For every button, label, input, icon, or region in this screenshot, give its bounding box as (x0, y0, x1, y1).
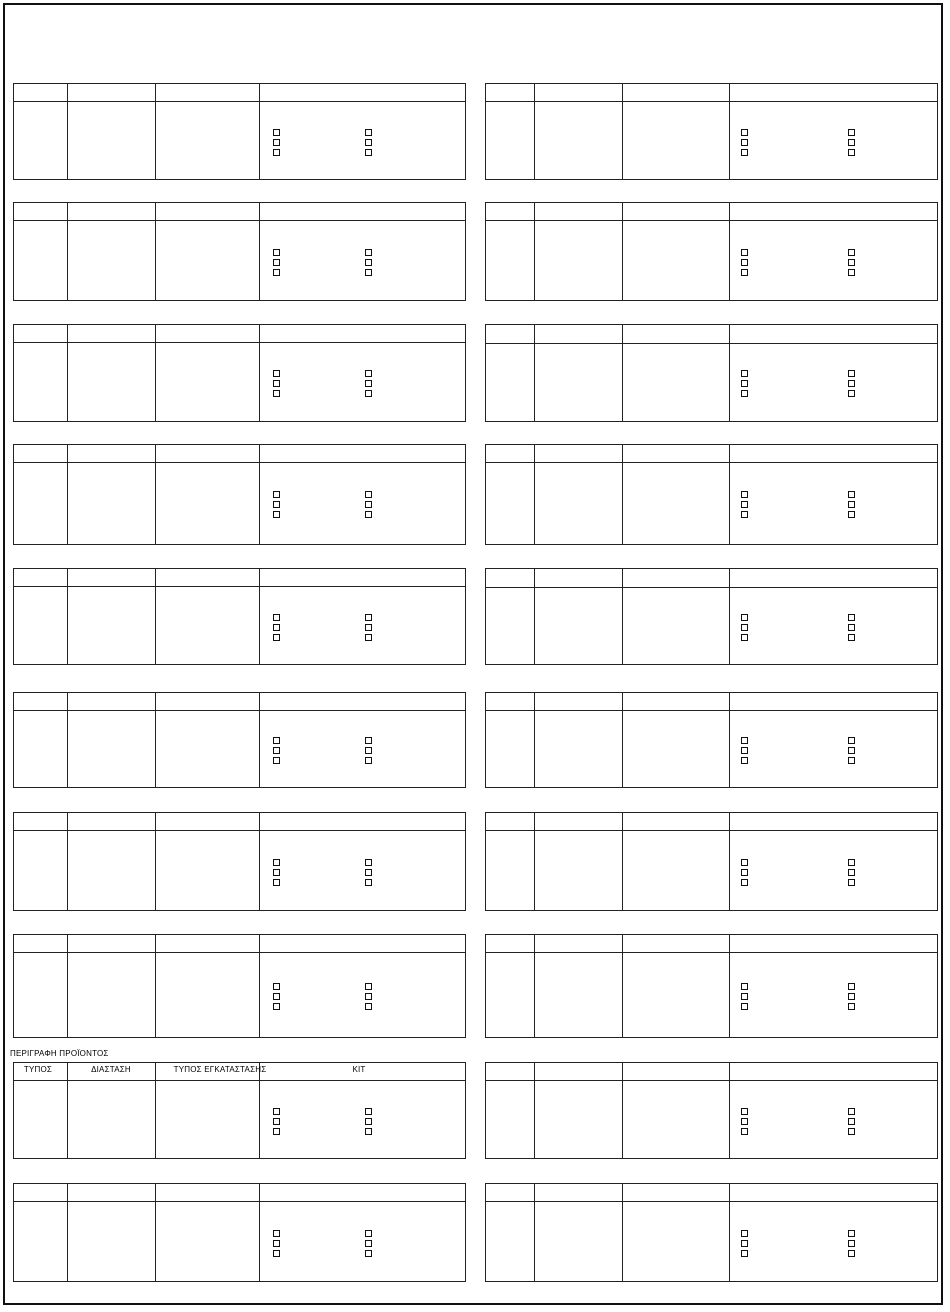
kit-option-checkbox[interactable] (273, 993, 280, 1000)
product-entry (485, 1183, 938, 1282)
column-divider (155, 1063, 156, 1158)
kit-option-checkbox[interactable] (848, 869, 855, 876)
product-entry (13, 1062, 466, 1159)
kit-option-checkbox[interactable] (273, 139, 280, 146)
column-divider (622, 813, 623, 910)
kit-header: ΚΙΤ (352, 1065, 366, 1074)
kit-option-checkbox[interactable] (365, 1250, 372, 1257)
kit-option-checkbox[interactable] (848, 511, 855, 518)
column-divider (67, 1063, 68, 1158)
entry-header-row (14, 693, 465, 711)
kit-option-checkbox[interactable] (741, 129, 748, 136)
column-divider (155, 445, 156, 544)
column-divider (67, 935, 68, 1037)
kit-option-checkbox[interactable] (365, 869, 372, 876)
column-divider (622, 1184, 623, 1281)
kit-option-checkbox[interactable] (741, 624, 748, 631)
column-divider (534, 1063, 535, 1158)
kit-option-checkbox[interactable] (848, 614, 855, 621)
kit-option-checkbox[interactable] (741, 139, 748, 146)
kit-option-checkbox[interactable] (741, 1230, 748, 1237)
product-entry (485, 1062, 938, 1159)
entry-header-row (486, 693, 937, 711)
kit-option-checkbox[interactable] (741, 757, 748, 764)
product-entry (13, 444, 466, 545)
kit-option-checkbox[interactable] (848, 624, 855, 631)
column-divider (729, 325, 730, 421)
kit-option-checkbox[interactable] (741, 1250, 748, 1257)
kit-option-checkbox[interactable] (273, 1108, 280, 1115)
product-entry (485, 83, 938, 180)
column-divider (67, 813, 68, 910)
kit-option-checkbox[interactable] (848, 249, 855, 256)
kit-option-checkbox[interactable] (848, 879, 855, 886)
kit-option-checkbox[interactable] (848, 1003, 855, 1010)
entry-header-row (14, 935, 465, 953)
kit-option-checkbox[interactable] (365, 757, 372, 764)
column-divider (534, 935, 535, 1037)
kit-option-checkbox[interactable] (741, 1118, 748, 1125)
column-divider (67, 203, 68, 300)
column-divider (622, 1063, 623, 1158)
kit-option-checkbox[interactable] (273, 869, 280, 876)
kit-option-checkbox[interactable] (273, 501, 280, 508)
product-entry (13, 324, 466, 422)
column-divider (155, 84, 156, 179)
kit-option-checkbox[interactable] (273, 149, 280, 156)
kit-option-checkbox[interactable] (741, 737, 748, 744)
column-divider (259, 1063, 260, 1158)
kit-option-checkbox[interactable] (273, 129, 280, 136)
kit-option-checkbox[interactable] (741, 993, 748, 1000)
kit-option-checkbox[interactable] (365, 149, 372, 156)
kit-option-checkbox[interactable] (848, 390, 855, 397)
column-divider (67, 693, 68, 787)
kit-option-checkbox[interactable] (741, 1240, 748, 1247)
kit-option-checkbox[interactable] (365, 879, 372, 886)
kit-option-checkbox[interactable] (365, 1240, 372, 1247)
kit-option-checkbox[interactable] (273, 491, 280, 498)
column-divider (259, 1184, 260, 1281)
column-divider (534, 445, 535, 544)
dimension-header: ΔΙΑΣΤΑΣΗ (91, 1065, 131, 1074)
entry-header-row (14, 569, 465, 587)
entry-header-row (14, 84, 465, 102)
column-divider (67, 1184, 68, 1281)
kit-option-checkbox[interactable] (273, 859, 280, 866)
kit-option-checkbox[interactable] (848, 501, 855, 508)
entry-header-row (486, 813, 937, 831)
column-divider (622, 693, 623, 787)
kit-option-checkbox[interactable] (273, 511, 280, 518)
column-divider (534, 1184, 535, 1281)
kit-option-checkbox[interactable] (365, 501, 372, 508)
entry-header-row (486, 445, 937, 463)
kit-option-checkbox[interactable] (848, 149, 855, 156)
kit-option-checkbox[interactable] (365, 993, 372, 1000)
column-divider (155, 325, 156, 421)
kit-option-checkbox[interactable] (365, 269, 372, 276)
kit-option-checkbox[interactable] (273, 1240, 280, 1247)
kit-option-checkbox[interactable] (741, 390, 748, 397)
kit-option-checkbox[interactable] (365, 1128, 372, 1135)
entry-header-row (486, 325, 937, 344)
column-divider (534, 693, 535, 787)
column-divider (155, 203, 156, 300)
kit-option-checkbox[interactable] (741, 511, 748, 518)
kit-option-checkbox[interactable] (741, 380, 748, 387)
column-divider (259, 445, 260, 544)
kit-option-checkbox[interactable] (741, 1003, 748, 1010)
column-divider (155, 935, 156, 1037)
column-divider (729, 445, 730, 544)
kit-option-checkbox[interactable] (741, 269, 748, 276)
kit-option-checkbox[interactable] (365, 983, 372, 990)
kit-option-checkbox[interactable] (273, 747, 280, 754)
kit-option-checkbox[interactable] (365, 634, 372, 641)
kit-option-checkbox[interactable] (848, 757, 855, 764)
column-divider (729, 1063, 730, 1158)
kit-option-checkbox[interactable] (273, 879, 280, 886)
column-divider (729, 569, 730, 664)
column-divider (259, 84, 260, 179)
column-divider (622, 203, 623, 300)
kit-option-checkbox[interactable] (273, 1128, 280, 1135)
kit-option-checkbox[interactable] (741, 1108, 748, 1115)
product-entry (485, 692, 938, 788)
column-divider (259, 203, 260, 300)
kit-option-checkbox[interactable] (741, 983, 748, 990)
column-divider (534, 84, 535, 179)
kit-option-checkbox[interactable] (365, 1230, 372, 1237)
product-entry (13, 568, 466, 665)
kit-option-checkbox[interactable] (273, 249, 280, 256)
kit-option-checkbox[interactable] (848, 139, 855, 146)
column-divider (534, 569, 535, 664)
product-entry (13, 692, 466, 788)
column-divider (259, 693, 260, 787)
kit-option-checkbox[interactable] (848, 859, 855, 866)
column-divider (729, 84, 730, 179)
entry-header-row (486, 569, 937, 588)
kit-option-checkbox[interactable] (273, 380, 280, 387)
column-divider (67, 84, 68, 179)
kit-option-checkbox[interactable] (741, 370, 748, 377)
kit-option-checkbox[interactable] (273, 614, 280, 621)
kit-option-checkbox[interactable] (273, 259, 280, 266)
column-divider (729, 813, 730, 910)
column-divider (622, 935, 623, 1037)
kit-option-checkbox[interactable] (365, 139, 372, 146)
kit-option-checkbox[interactable] (365, 1003, 372, 1010)
kit-option-checkbox[interactable] (848, 737, 855, 744)
product-entry (13, 812, 466, 911)
product-entry (13, 934, 466, 1038)
product-entry (13, 202, 466, 301)
kit-option-checkbox[interactable] (848, 1118, 855, 1125)
kit-option-checkbox[interactable] (365, 259, 372, 266)
entry-header-row (486, 1184, 937, 1202)
install-type-header: ΤΥΠΟΣ ΕΓΚΑΤΑΣΤΑΣΗΣ (173, 1065, 267, 1074)
kit-option-checkbox[interactable] (741, 859, 748, 866)
kit-option-checkbox[interactable] (273, 1230, 280, 1237)
product-entry (485, 324, 938, 422)
kit-option-checkbox[interactable] (365, 491, 372, 498)
section-title: ΠΕΡΙΓΡΑΦΗ ΠΡΟΪΟΝΤΟΣ (10, 1049, 109, 1058)
kit-option-checkbox[interactable] (741, 491, 748, 498)
kit-option-checkbox[interactable] (848, 1240, 855, 1247)
product-entry (485, 568, 938, 665)
kit-option-checkbox[interactable] (741, 869, 748, 876)
product-entry (13, 1183, 466, 1282)
kit-option-checkbox[interactable] (365, 859, 372, 866)
column-divider (259, 813, 260, 910)
product-entry (485, 202, 938, 301)
column-divider (155, 813, 156, 910)
kit-option-checkbox[interactable] (848, 129, 855, 136)
kit-option-checkbox[interactable] (273, 1250, 280, 1257)
kit-option-checkbox[interactable] (741, 249, 748, 256)
column-divider (259, 569, 260, 664)
kit-option-checkbox[interactable] (741, 879, 748, 886)
kit-option-checkbox[interactable] (848, 1128, 855, 1135)
kit-option-checkbox[interactable] (273, 269, 280, 276)
entry-header-row (486, 935, 937, 953)
kit-option-checkbox[interactable] (848, 1108, 855, 1115)
kit-option-checkbox[interactable] (365, 380, 372, 387)
type-header: ΤΥΠΟΣ (23, 1065, 53, 1074)
column-divider (155, 693, 156, 787)
column-divider (729, 935, 730, 1037)
entry-header-row (14, 1184, 465, 1202)
entry-header-row (14, 325, 465, 343)
kit-option-checkbox[interactable] (273, 624, 280, 631)
column-divider (67, 569, 68, 664)
product-entry (13, 83, 466, 180)
entry-header-row (486, 1063, 937, 1081)
product-entry (485, 812, 938, 911)
kit-option-checkbox[interactable] (848, 370, 855, 377)
kit-option-checkbox[interactable] (741, 747, 748, 754)
kit-option-checkbox[interactable] (273, 634, 280, 641)
kit-option-checkbox[interactable] (365, 390, 372, 397)
kit-option-checkbox[interactable] (741, 259, 748, 266)
column-divider (155, 1184, 156, 1281)
entry-header-row (14, 203, 465, 221)
kit-option-checkbox[interactable] (741, 501, 748, 508)
kit-option-checkbox[interactable] (848, 1250, 855, 1257)
kit-option-checkbox[interactable] (848, 491, 855, 498)
entry-header-row (14, 445, 465, 463)
column-divider (729, 693, 730, 787)
column-divider (622, 569, 623, 664)
kit-option-checkbox[interactable] (365, 624, 372, 631)
kit-option-checkbox[interactable] (365, 614, 372, 621)
kit-option-checkbox[interactable] (365, 747, 372, 754)
entry-header-row (14, 813, 465, 831)
kit-option-checkbox[interactable] (848, 259, 855, 266)
kit-option-checkbox[interactable] (273, 1118, 280, 1125)
kit-option-checkbox[interactable] (741, 1128, 748, 1135)
column-divider (534, 325, 535, 421)
entry-header-row (486, 84, 937, 102)
kit-option-checkbox[interactable] (848, 269, 855, 276)
column-divider (259, 325, 260, 421)
column-divider (729, 203, 730, 300)
kit-option-checkbox[interactable] (848, 634, 855, 641)
kit-option-checkbox[interactable] (365, 1118, 372, 1125)
kit-option-checkbox[interactable] (848, 747, 855, 754)
product-entry (485, 934, 938, 1038)
kit-option-checkbox[interactable] (741, 634, 748, 641)
kit-option-checkbox[interactable] (365, 129, 372, 136)
kit-option-checkbox[interactable] (273, 737, 280, 744)
kit-option-checkbox[interactable] (365, 511, 372, 518)
kit-option-checkbox[interactable] (273, 757, 280, 764)
column-divider (729, 1184, 730, 1281)
column-divider (622, 84, 623, 179)
kit-option-checkbox[interactable] (365, 249, 372, 256)
kit-option-checkbox[interactable] (273, 390, 280, 397)
product-entry (485, 444, 938, 545)
kit-option-checkbox[interactable] (365, 737, 372, 744)
kit-option-checkbox[interactable] (848, 993, 855, 1000)
column-divider (534, 813, 535, 910)
column-divider (622, 445, 623, 544)
kit-option-checkbox[interactable] (848, 1230, 855, 1237)
column-divider (259, 935, 260, 1037)
kit-option-checkbox[interactable] (741, 149, 748, 156)
column-divider (534, 203, 535, 300)
kit-option-checkbox[interactable] (848, 983, 855, 990)
kit-option-checkbox[interactable] (273, 983, 280, 990)
column-divider (67, 445, 68, 544)
kit-option-checkbox[interactable] (365, 1108, 372, 1115)
column-divider (622, 325, 623, 421)
kit-option-checkbox[interactable] (365, 370, 372, 377)
kit-option-checkbox[interactable] (848, 380, 855, 387)
kit-option-checkbox[interactable] (273, 370, 280, 377)
kit-option-checkbox[interactable] (273, 1003, 280, 1010)
column-divider (155, 569, 156, 664)
entry-header-row (486, 203, 937, 221)
column-divider (67, 325, 68, 421)
kit-option-checkbox[interactable] (741, 614, 748, 621)
